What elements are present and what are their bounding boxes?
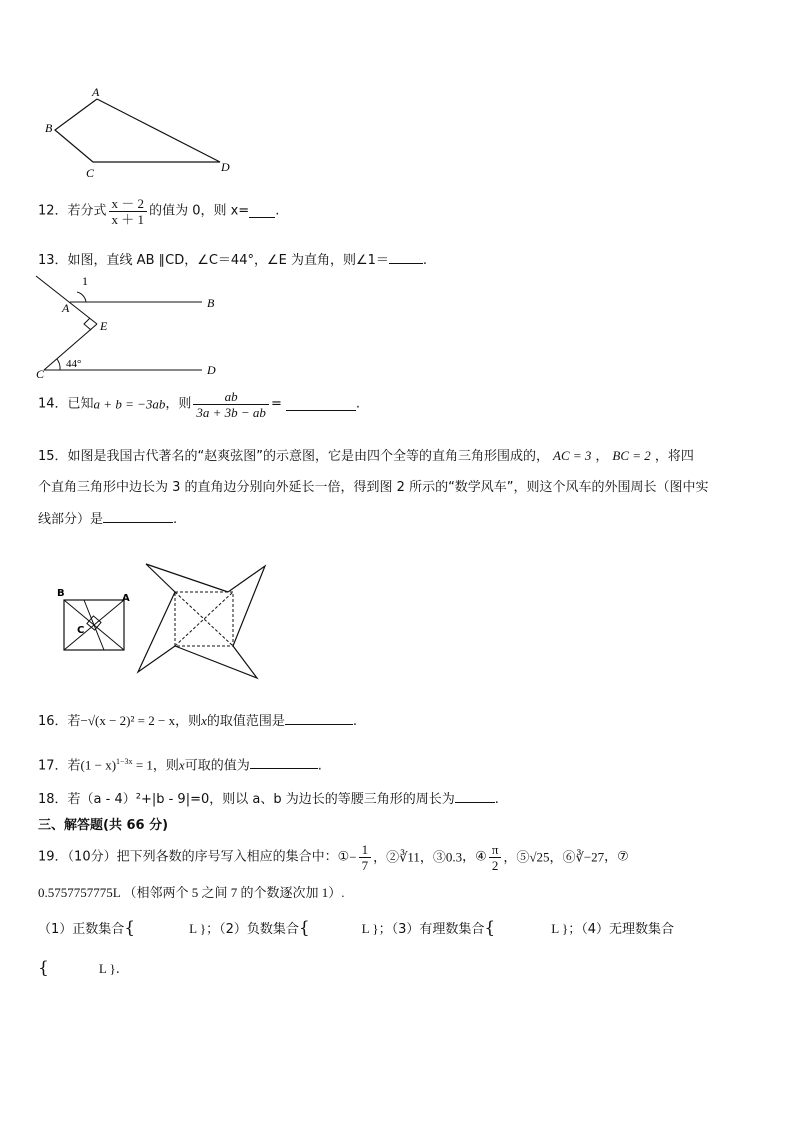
question-12 (38, 196, 279, 227)
string-diagram (57, 588, 130, 650)
label-A: A (62, 301, 70, 315)
set1-close: L } (189, 921, 207, 936)
q19-item7: ，⑦ (604, 849, 629, 865)
set3-close: L } (551, 921, 569, 936)
q17-var: x (178, 757, 185, 773)
set4-answer[interactable] (49, 961, 99, 973)
q15-ac: AC = 3 (553, 448, 592, 463)
q19-item1-mark: ① (337, 849, 350, 865)
label-D: D (221, 160, 230, 174)
set3-label: ；（3）有理数集合 (378, 922, 485, 937)
q16-end: . (352, 714, 358, 729)
quadrilateral-figure (40, 82, 240, 182)
question-14 (38, 389, 360, 420)
label-B: B (45, 121, 53, 135)
question-19-line1 (38, 842, 629, 873)
set3-answer[interactable] (495, 921, 551, 933)
q19-item4-mark: ，④ (462, 849, 487, 865)
q14-equals: = (270, 396, 282, 412)
q16-expression: −√(x − 2)² = 2 − x (80, 713, 176, 728)
label-B: B (207, 296, 215, 310)
quadrilateral-outline (55, 99, 220, 162)
q17-mid: ，则 (152, 758, 179, 774)
q14-fraction (193, 389, 269, 420)
question-15-line1 (38, 447, 694, 466)
q15-line3-text: 线部分）是 (38, 512, 104, 527)
q14-condition: a + b = −3ab (93, 396, 166, 412)
q17-answer-blank[interactable] (250, 756, 318, 769)
set3-open-brace: { (484, 918, 496, 938)
q16-var: x (201, 713, 207, 728)
set4-open-brace: { (38, 958, 49, 978)
label-C: C (77, 625, 85, 636)
q16-answer-blank[interactable] (285, 712, 353, 725)
q14-prefix: 14．已知 (38, 396, 94, 412)
set4-label: ；（4）无理数集合 (568, 922, 674, 937)
q17-end: . (317, 758, 322, 774)
q14-answer-blank[interactable] (286, 398, 356, 411)
label-D: D (207, 363, 216, 377)
q16-suffix: 的取值范围是 (206, 714, 285, 729)
q12-denominator: x ＋ 1 (111, 212, 145, 227)
section-3-title: 三、解答题(共 66 分) (38, 818, 169, 833)
math-windmill (138, 564, 265, 678)
q12-prefix: 12．若分式 (38, 203, 107, 219)
q19-item5: ，⑤√25 (503, 849, 550, 865)
question-17 (38, 753, 322, 775)
q14-denominator: 3a + 3b − ab (196, 405, 266, 420)
q18-text: 18．若（a - 4）²+|b - 9|=0，则以 a、b 为边长的等腰三角形的周长为 (38, 792, 455, 807)
set1-answer[interactable] (135, 921, 189, 933)
q15-answer-blank[interactable] (103, 510, 173, 523)
q13-text: 13．如图，直线 AB ∥CD，∠C＝44°，∠E 为直角，则∠1＝ (38, 253, 389, 268)
q19-item1-minus: − (349, 849, 357, 865)
angle1-arc (77, 292, 86, 302)
q15-line2-text: 个直角三角形中边长为 3 的直角边分别向外延长一倍，得到图 2 所示的“数学风车”，则这个风车的外围周长（图中实 (38, 480, 709, 495)
angle-c-arc (57, 359, 60, 370)
q19-item1-den: 7 (361, 858, 369, 873)
q19-item4-num: π (489, 842, 502, 858)
q14-end: . (355, 396, 360, 412)
question-15-line3 (38, 510, 177, 529)
q19-item1-fraction (359, 842, 372, 873)
q15-end: . (173, 512, 178, 527)
angle-label-44: 44° (66, 358, 82, 370)
q12-answer-blank[interactable] (249, 205, 275, 218)
label-E: E (100, 319, 108, 333)
label-B: B (57, 588, 65, 599)
q12-fraction (109, 196, 148, 227)
q14-numerator: ab (193, 389, 269, 405)
q19-item3: ，③0.3 (419, 849, 463, 865)
question-16 (38, 712, 357, 731)
set1-label: （1）正数集合 (38, 922, 125, 937)
q12-suffix: 的值为 0，则 x= (149, 203, 250, 219)
q15-line1-text: 15．如图是我国古代著名的“赵爽弦图”的示意图，它是由四个全等的直角三角形围成的， (38, 449, 550, 464)
question-18 (38, 790, 499, 809)
set4-close: L } (98, 961, 116, 976)
q19-prefix: 19．（10分）把下列各数的序号写入相应的集合中： (38, 849, 338, 865)
zhao-shuang-figures (48, 560, 278, 685)
q16-mid: ，则 (175, 714, 202, 729)
question-19-line2: 0.5757757775L （相邻两个 5 之间 7 的个数逐次加 1）. (38, 885, 345, 900)
q15-line1-tail: ，将四 (654, 449, 694, 464)
q19-item6: ，⑥∛−27 (549, 849, 605, 865)
q15-sep: ， (595, 449, 609, 464)
q16-prefix: 16．若 (38, 714, 81, 729)
q17-suffix: 可取的值为 (184, 758, 250, 774)
set2-close: L } (361, 921, 379, 936)
q19-item1-num: 1 (359, 842, 372, 858)
label-A: A (122, 593, 130, 604)
q17-prefix: 17．若 (38, 758, 81, 774)
set4-end: . (115, 962, 120, 977)
right-angle-mark (84, 318, 91, 330)
q19-item2: ，②∛11 (373, 849, 420, 865)
q18-end: . (494, 792, 499, 807)
q19-item4-fraction (489, 842, 502, 873)
q13-end: . (422, 253, 428, 268)
set1-open-brace: { (124, 918, 136, 938)
q17-equals: = 1 (132, 757, 153, 773)
set2-open-brace: { (298, 918, 310, 938)
set2-label: ；（2）负数集合 (206, 922, 299, 937)
q13-answer-blank[interactable] (389, 251, 423, 264)
q17-exponent: 1−3x (116, 757, 133, 766)
question-13 (38, 251, 427, 270)
parallel-lines-figure (30, 270, 230, 382)
q12-end: . (275, 203, 280, 219)
label-C: C (86, 166, 95, 180)
question-19-set4-line (38, 959, 120, 979)
q17-base: (1 − x) (80, 757, 117, 773)
label-A: A (92, 85, 100, 99)
q18-answer-blank[interactable] (455, 790, 495, 803)
q15-bc: BC = 2 (612, 448, 651, 463)
label-1: 1 (82, 274, 88, 288)
q12-numerator: x － 2 (109, 196, 148, 212)
set2-answer[interactable] (310, 921, 362, 933)
q14-mid: ，则 (165, 396, 192, 412)
q19-item4-den: 2 (491, 858, 499, 873)
question-15-line2 (38, 479, 709, 497)
question-19-sets (38, 919, 674, 939)
label-C: C (36, 367, 45, 381)
